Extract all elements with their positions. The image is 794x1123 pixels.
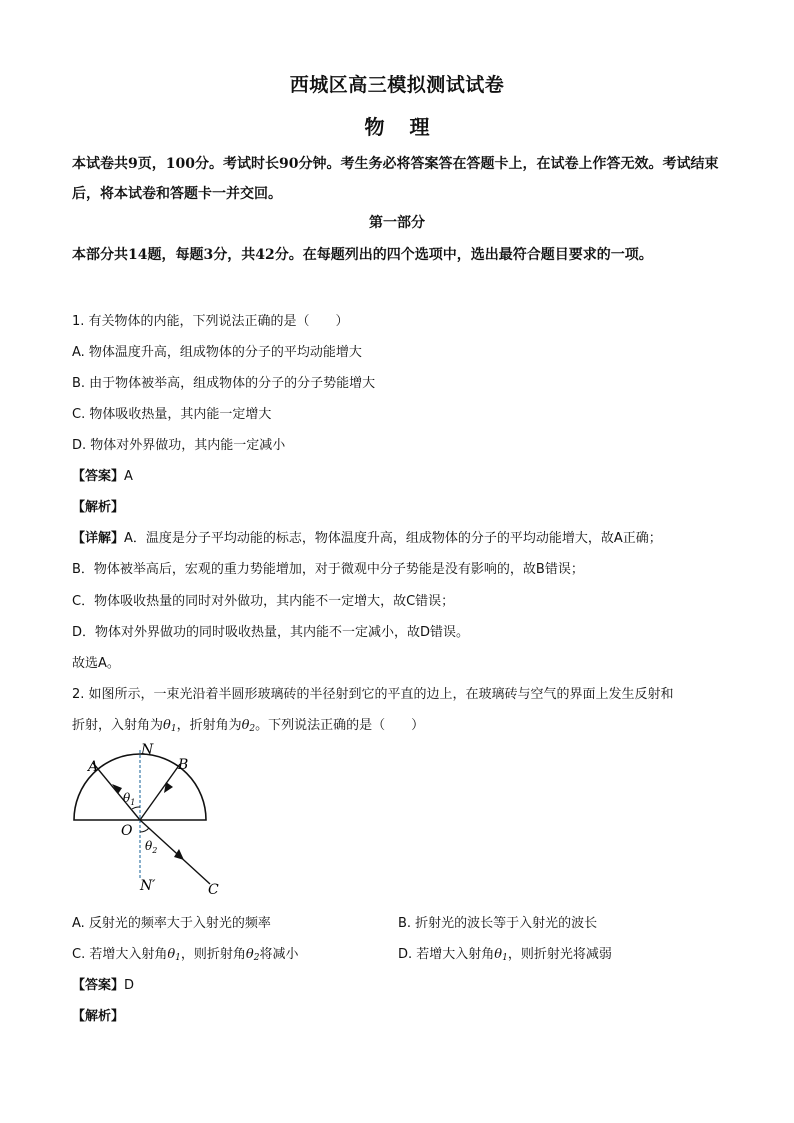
answer-value: A <box>124 469 133 484</box>
theta-2-symbol <box>242 718 256 733</box>
analysis-tag: 【解析】 <box>72 500 125 515</box>
option-c-text: ，则折射角 <box>180 947 246 962</box>
option-c-text: 将减小 <box>259 947 299 962</box>
exam-title: 西城区高三模拟测试试卷 <box>289 74 505 96</box>
label-theta-2: $\theta_2$ <box>145 839 158 855</box>
question-1-analysis-tag <box>72 496 124 515</box>
theta-1: θ <box>163 718 171 733</box>
option-d-text: ，则折射光将减弱 <box>507 947 612 962</box>
exam-subject: 物 理 <box>364 115 430 139</box>
question-2-option-b: B. 折射光的波长等于入射光的波长 <box>398 916 598 931</box>
analysis-tag: 【解析】 <box>72 1009 125 1024</box>
label-a: A <box>88 759 99 775</box>
label-theta-1: $\theta_1$ <box>123 791 136 807</box>
refraction-diagram <box>60 738 230 898</box>
question-1-detail-a <box>72 527 662 546</box>
question-1-detail-d: D．物体对外界做功的同时吸收热量，其内能不一定减小，故D错误。 <box>72 625 470 640</box>
angle-1-arc <box>132 807 140 809</box>
question-2-option-d <box>398 943 612 963</box>
detail-tag: 【详解】 <box>72 531 125 546</box>
theta-1-symbol <box>163 718 177 733</box>
question-1-detail-b: B．物体被举高后，宏观的重力势能增加，对于微观中分子势能是没有影响的，故B错误； <box>72 562 584 577</box>
question-2-answer <box>72 974 134 993</box>
option-c-theta-1: $\theta_1$ <box>167 947 181 963</box>
label-b: B <box>178 757 189 773</box>
part-description: 本部分共14题，每题3分，共42分。在每题列出的四个选项中，选出最符合题目要求的一项。 <box>72 247 653 263</box>
reflected-ray <box>140 764 180 820</box>
question-1-stem: 1. 有关物体的内能，下列说法正确的是（ ） <box>72 314 349 329</box>
label-o: O <box>121 823 133 839</box>
question-2-analysis-tag <box>72 1005 124 1024</box>
question-1-detail-c: C．物体吸收热量的同时对外做功，其内能不一定增大，故C错误； <box>72 594 455 609</box>
question-2-stem-line2 <box>72 714 424 734</box>
theta-2-sub: 2 <box>249 724 256 734</box>
option-d-theta-1: $\theta_1$ <box>494 947 508 963</box>
question-1-answer <box>72 465 133 484</box>
question-2-stem-line1: 2. 如图所示，一束光沿着半圆形玻璃砖的半径射到它的平直的边上，在玻璃砖与空气的界面上发生反射和 <box>72 687 674 702</box>
answer-tag: 【答案】 <box>72 978 125 993</box>
question-1-conclusion: 故选A。 <box>72 656 120 671</box>
answer-tag: 【答案】 <box>72 469 125 484</box>
theta-1-sub: 1 <box>170 724 177 734</box>
stem-text: 折射，入射角为 <box>72 718 164 733</box>
option-c-theta-2: $\theta_2$ <box>245 947 260 963</box>
detail-text-a: A．温度是分子平均动能的标志，物体温度升高，组成物体的分子的平均动能增大，故A正确； <box>124 531 662 546</box>
question-1-option-b: B. 由于物体被举高，组成物体的分子的分子势能增大 <box>72 376 376 391</box>
part-title: 第一部分 <box>369 215 425 231</box>
option-d-text: D. 若增大入射角 <box>398 947 495 962</box>
label-n: N <box>141 742 154 758</box>
label-n-prime: N′ <box>140 878 156 894</box>
question-1-option-a: A. 物体温度升高，组成物体的分子的平均动能增大 <box>72 345 362 360</box>
exam-instructions: 本试卷共9页，100分。考试时长90分钟。考生务必将答案答在答题卡上，在试卷上作答无效。考试结束后，将本试卷和答题卡一并交回。 <box>72 156 719 202</box>
stem-text: ，折射角为 <box>176 718 242 733</box>
label-c: C <box>208 882 219 898</box>
answer-value: D <box>124 978 135 993</box>
question-1-option-d: D. 物体对外界做功，其内能一定减小 <box>72 438 286 453</box>
theta-2: θ <box>241 718 250 733</box>
question-2-option-c <box>72 943 299 963</box>
question-2-option-a: A. 反射光的频率大于入射光的频率 <box>72 916 271 931</box>
angle-2-arc <box>140 828 149 832</box>
refracted-arrow <box>174 849 184 860</box>
question-1-option-c: C. 物体吸收热量，其内能一定增大 <box>72 407 272 422</box>
stem-text: 。下列说法正确的是（ ） <box>255 718 425 733</box>
option-c-text: C. 若增大入射角 <box>72 947 168 962</box>
